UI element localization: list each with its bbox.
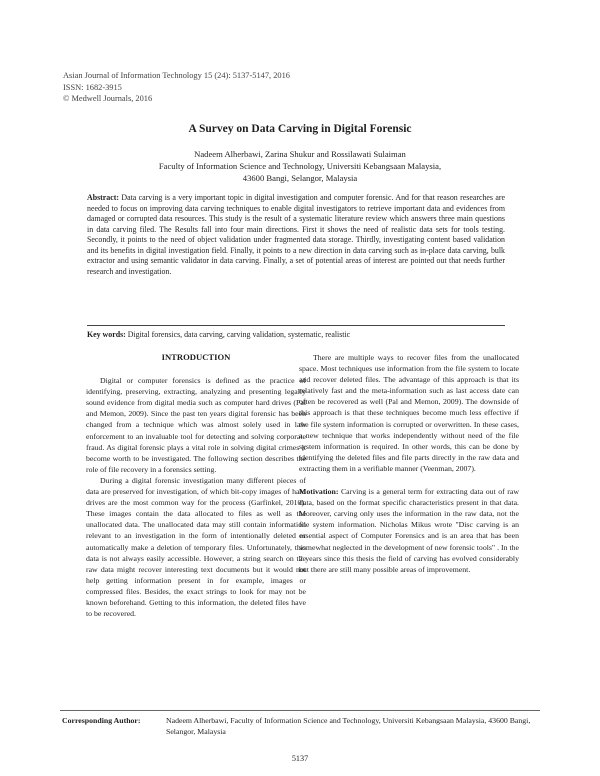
author-address: 43600 Bangi, Selangor, Malaysia [242,173,358,183]
motivation-paragraph [299,486,519,575]
journal-issn: ISSN: 1682-3915 [63,82,122,92]
journal-copyright: © Medwell Journals, 2016 [63,94,153,103]
keywords-text: Digital forensics, data carving, carving validation, systematic, realistic [127,330,351,339]
keywords [87,325,505,340]
abstract-text: Data carving is a very important topic in digital investigation and computer forensic. And for that reason researches are needed to focus on improving data carving techniques to enable digital investigators to retrieve important data and evidences from damaged or corrupted data resources. This study is the result of a systematic literature review which answers three main questions in data carving filed. The Results fall into four main directions. First it shows the need of realistic data sets for tools testing. Secondly, it points to the need of object validation under fragmented data storage. Thirdly, investigating content based validation and its benefits in digital investigation field. Finally, it points to a new direction in data carving such as in-place data carving, bulk extractor and using semantic validator in data carving. Finally, a set of potential areas of interest are pointed out that needs further research and investigation. [87,193,505,276]
journal-citation: Asian Journal of Information Technology 15 (24): 5137-5147, 2016 [63,71,290,80]
author-names: Nadeem Alherbawi, Zarina Shukur and Rossilawati Sulaiman [194,149,406,159]
intro-paragraph-1: Digital or computer forensics is defined as the practice of identifying, preserving, extracting, analyzing and presenting legally sound evidence from digital media such as computer hard drives (Pal and Memon, 2009). Since the past ten years digital forensic has been changed from a technique which was almost solely used in law enforcement to an invaluable tool for detecting and solving corporate fraud. As digital forensic plays a vital role in solving digital crimes it become worth to be investigated. The following section describes the role of file recovery in a forensics setting. [86,376,306,474]
recovery-paragraph: There are multiple ways to recover files from the unallocated space. Most techniques use information from the file system to locate and recover deleted files. The advantage of this approach is that its relatively fast and the meta-information such as last access date can often be recovered as well (Pal and Memon, 2009). The downside of this approach is that these techniques become much less effective if the file system information is corrupted or overwritten. In these cases, a new technique that works independently without need of the file system information is required. In other words, this can be done by identifying the deleted files and file parts directly in the raw data and extracting them in a verifiable manner (Veenman, 2007). [299,353,519,473]
page-number: 5137 [291,754,309,763]
corresponding-author-label: Corresponding Author: [62,716,141,725]
right-column [299,352,519,575]
author-affiliation: Faculty of Information Science and Technology, Universiti Kebangsaan Malaysia, [158,161,442,171]
intro-paragraph-2: During a digital forensic investigation many different pieces of data are preserved for investigation, of which bit-copy images of hard drives are the most common way for the process (Garfinkel, 2010). These images contain the data allocated to files as well as the unallocated data. The unallocated data may still contain information relevant to an investigation in the form of intentionally deleted or automatically make a deletion of temporary files. Unfortunately, this data is not always easily accessible. However, a string search on the raw data might recover interesting text documents but it would not help getting information present in for example, images or compressed files. Besides, the exact strings to look for may not be known beforehand. Getting to this information, the deleted files have to be recovered. [86,475,306,619]
left-column [86,352,306,619]
author-block [0,148,600,184]
corresponding-author-details: Nadeem Alherbawi, Faculty of Information Science and Technology, Universiti Kebangsaan Malaysia, 43600 Bangi, Selangor, Malaysia [166,716,531,736]
journal-header [63,70,290,105]
motivation-text: Carving is a general term for extracting data out of raw data, based on the format specific characteristics present in that data. Moreover, carving only uses the information in the raw data, not the file system information. Nicholas Mikus wrote "Disc carving is an essential aspect of Computer Forensics and is an area that has been somewhat neglected in the development of new forensic tools" . In the 2 years since this thesis the field of carving has evolved considerably but there are still many possible areas of improvement. [299,487,519,574]
abstract-label: Abstract: [87,193,119,202]
footer-divider [60,710,540,711]
keywords-label: Key words: [87,330,126,339]
introduction-heading: INTRODUCTION [161,352,231,362]
abstract [87,193,505,277]
motivation-label: Motivation: [299,487,339,497]
paper-title: A Survey on Data Carving in Digital Forensic [188,123,412,135]
